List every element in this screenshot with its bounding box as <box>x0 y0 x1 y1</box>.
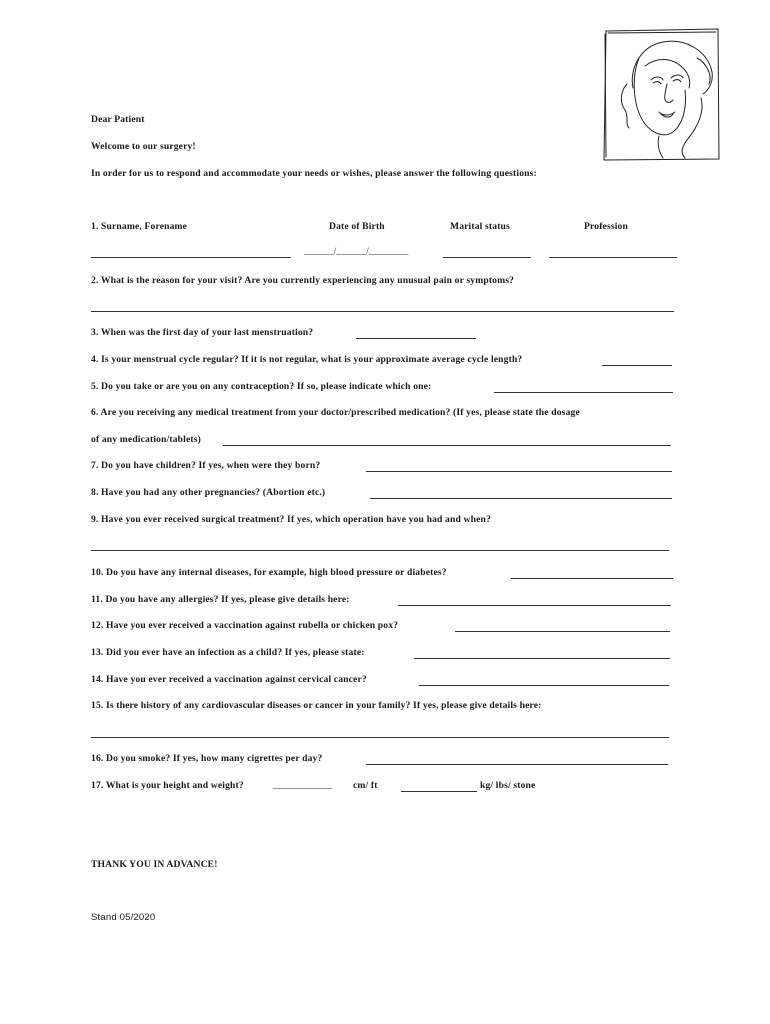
greeting-text: Dear Patient <box>91 114 145 125</box>
q9-label: 9. Have you ever received surgical treatment? If yes, which operation have you had and when? <box>91 514 491 525</box>
q2-field[interactable] <box>91 311 674 312</box>
weight-field[interactable] <box>401 791 477 792</box>
q10-field[interactable] <box>511 578 673 579</box>
q6-field[interactable] <box>223 445 671 446</box>
q4-field[interactable] <box>602 365 672 366</box>
q10-label: 10. Do you have any internal diseases, for example, high blood pressure or diabetes? <box>91 567 447 578</box>
q7-label: 7. Do you have children? If yes, when were they born? <box>91 460 321 471</box>
q3-label: 3. When was the first day of your last menstruation? <box>91 327 314 338</box>
q12-field[interactable] <box>455 631 670 632</box>
dob-field[interactable]: ______/______/________ <box>304 246 409 257</box>
dob-label: Date of Birth <box>329 221 385 232</box>
profession-field[interactable] <box>549 257 677 258</box>
marital-status-label: Marital status <box>450 221 510 232</box>
q14-field[interactable] <box>419 685 669 686</box>
q5-field[interactable] <box>494 392 673 393</box>
face-sketch-icon <box>601 28 721 161</box>
surname-field[interactable] <box>91 257 291 258</box>
q7-field[interactable] <box>366 471 672 472</box>
q11-label: 11. Do you have any allergies? If yes, please give details here: <box>91 594 350 605</box>
q16-field[interactable] <box>366 764 668 765</box>
height-field[interactable]: ____________ <box>273 780 333 791</box>
q6-label: 6. Are you receiving any medical treatment from your doctor/prescribed medication? (If yes, please state the dosage <box>91 407 580 418</box>
q5-label: 5. Do you take or are you on any contraception? If so, please indicate which one: <box>91 381 432 392</box>
q8-field[interactable] <box>370 498 672 499</box>
weight-unit-label: kg/ lbs/ stone <box>480 780 536 791</box>
welcome-text: Welcome to our surgery! <box>91 141 196 152</box>
q4-label: 4. Is your menstrual cycle regular? If it is not regular, what is your approximate average cycle length? <box>91 354 523 365</box>
q6-label-cont: of any medication/tablets) <box>91 434 201 445</box>
q12-label: 12. Have you ever received a vaccination against rubella or chicken pox? <box>91 620 399 631</box>
intro-text: In order for us to respond and accommodate your needs or wishes, please answer the following questions: <box>91 168 537 179</box>
q8-label: 8. Have you had any other pregnancies? (Abortion etc.) <box>91 487 326 498</box>
marital-status-field[interactable] <box>443 257 531 258</box>
q13-label: 13. Did you ever have an infection as a child? If yes, please state: <box>91 647 365 658</box>
q15-label: 15. Is there history of any cardiovascular diseases or cancer in your family? If yes, please give details here: <box>91 700 542 711</box>
q15-field[interactable] <box>91 737 669 738</box>
q16-label: 16. Do you smoke? If yes, how many cigrettes per day? <box>91 753 323 764</box>
height-unit-label: cm/ ft <box>353 780 378 791</box>
q3-field[interactable] <box>356 338 476 339</box>
q11-field[interactable] <box>398 605 671 606</box>
q2-label: 2. What is the reason for your visit? Are you currently experiencing any unusual pain or symptoms? <box>91 275 515 286</box>
thank-you-text: THANK YOU IN ADVANCE! <box>91 859 218 870</box>
q14-label: 14. Have you ever received a vaccination against cervical cancer? <box>91 674 367 685</box>
footer-stand-date: Stand 05/2020 <box>91 912 156 923</box>
q1-surname-label: 1. Surname, Forename <box>91 221 188 232</box>
profession-label: Profession <box>584 221 628 232</box>
q9-field[interactable] <box>91 550 669 551</box>
q17-label: 17. What is your height and weight? <box>91 780 244 791</box>
q13-field[interactable] <box>414 658 670 659</box>
